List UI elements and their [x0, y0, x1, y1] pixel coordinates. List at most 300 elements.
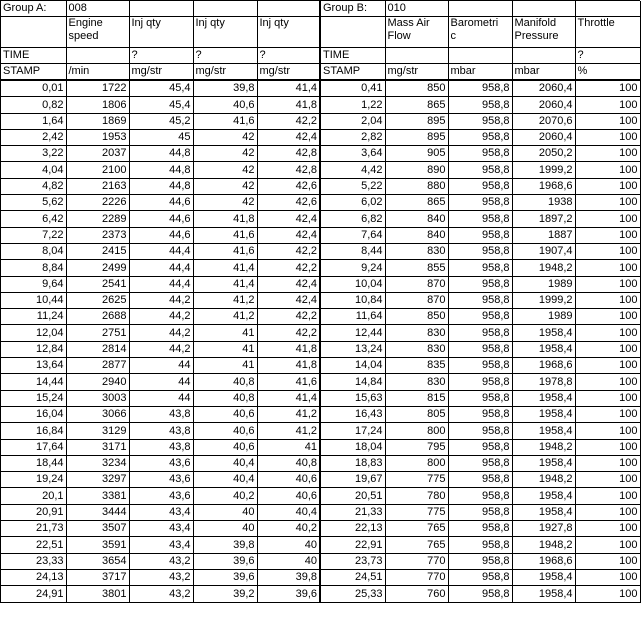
data-cell[interactable]: 44: [129, 358, 193, 374]
data-cell[interactable]: 870: [385, 292, 448, 308]
data-cell[interactable]: 43,2: [129, 586, 193, 602]
data-cell[interactable]: 22,13: [320, 521, 385, 537]
data-cell[interactable]: 43,4: [129, 521, 193, 537]
data-cell[interactable]: 10,44: [1, 292, 66, 308]
data-cell[interactable]: 958,8: [448, 455, 512, 471]
data-cell[interactable]: 42: [193, 195, 257, 211]
data-cell[interactable]: 1958,4: [512, 390, 575, 406]
data-cell[interactable]: 40,8: [193, 374, 257, 390]
data-cell[interactable]: 41,6: [193, 243, 257, 259]
data-cell[interactable]: 1887: [512, 227, 575, 243]
data-cell[interactable]: 42,4: [257, 227, 320, 243]
data-cell[interactable]: 3,64: [320, 146, 385, 162]
data-cell[interactable]: 16,04: [1, 406, 66, 422]
data-cell[interactable]: 100: [575, 195, 640, 211]
data-cell[interactable]: 850: [385, 80, 448, 97]
data-cell[interactable]: 1958,4: [512, 569, 575, 585]
data-cell[interactable]: 44,8: [129, 178, 193, 194]
data-cell[interactable]: 2100: [66, 162, 129, 178]
data-cell[interactable]: 1968,6: [512, 358, 575, 374]
data-cell[interactable]: 43,8: [129, 406, 193, 422]
data-cell[interactable]: 43,8: [129, 439, 193, 455]
data-cell[interactable]: 42,6: [257, 195, 320, 211]
data-cell[interactable]: 100: [575, 97, 640, 113]
data-cell[interactable]: 958,8: [448, 113, 512, 129]
data-cell[interactable]: 41,2: [257, 406, 320, 422]
data-cell[interactable]: 42,4: [257, 292, 320, 308]
data-cell[interactable]: 100: [575, 455, 640, 471]
data-cell[interactable]: 100: [575, 80, 640, 97]
data-cell[interactable]: 850: [385, 309, 448, 325]
data-cell[interactable]: 45,4: [129, 80, 193, 97]
data-cell[interactable]: 958,8: [448, 129, 512, 145]
data-cell[interactable]: 41,2: [257, 423, 320, 439]
data-cell[interactable]: 0,41: [320, 80, 385, 97]
data-cell[interactable]: 100: [575, 178, 640, 194]
data-cell[interactable]: 905: [385, 146, 448, 162]
data-cell[interactable]: 44,4: [129, 276, 193, 292]
data-cell[interactable]: 1806: [66, 97, 129, 113]
data-cell[interactable]: 45,4: [129, 97, 193, 113]
data-cell[interactable]: 41,8: [193, 211, 257, 227]
data-cell[interactable]: 1869: [66, 113, 129, 129]
data-cell[interactable]: 44,2: [129, 309, 193, 325]
data-cell[interactable]: 100: [575, 146, 640, 162]
data-cell[interactable]: 43,6: [129, 455, 193, 471]
data-cell[interactable]: 1989: [512, 309, 575, 325]
data-cell[interactable]: 958,8: [448, 80, 512, 97]
data-cell[interactable]: 4,04: [1, 162, 66, 178]
data-cell[interactable]: 42: [193, 178, 257, 194]
data-cell[interactable]: 958,8: [448, 358, 512, 374]
data-cell[interactable]: 3066: [66, 406, 129, 422]
data-cell[interactable]: 865: [385, 195, 448, 211]
data-cell[interactable]: 958,8: [448, 162, 512, 178]
data-cell[interactable]: 39,8: [193, 80, 257, 97]
data-cell[interactable]: 100: [575, 292, 640, 308]
data-cell[interactable]: 42: [193, 162, 257, 178]
data-cell[interactable]: 958,8: [448, 227, 512, 243]
data-cell[interactable]: 10,84: [320, 292, 385, 308]
data-cell[interactable]: 22,51: [1, 537, 66, 553]
data-cell[interactable]: 958,8: [448, 390, 512, 406]
data-cell[interactable]: 19,67: [320, 472, 385, 488]
data-cell[interactable]: 40,8: [193, 390, 257, 406]
data-cell[interactable]: 958,8: [448, 423, 512, 439]
data-cell[interactable]: 2037: [66, 146, 129, 162]
data-cell[interactable]: 2060,4: [512, 97, 575, 113]
data-cell[interactable]: 41,4: [193, 276, 257, 292]
data-cell[interactable]: 958,8: [448, 586, 512, 602]
data-cell[interactable]: 42,8: [257, 162, 320, 178]
data-cell[interactable]: 1927,8: [512, 521, 575, 537]
data-cell[interactable]: 40: [193, 521, 257, 537]
data-cell[interactable]: 890: [385, 162, 448, 178]
data-cell[interactable]: 958,8: [448, 504, 512, 520]
data-cell[interactable]: 958,8: [448, 406, 512, 422]
data-cell[interactable]: 43,2: [129, 553, 193, 569]
data-cell[interactable]: 5,22: [320, 178, 385, 194]
data-cell[interactable]: 2751: [66, 325, 129, 341]
data-cell[interactable]: 2,42: [1, 129, 66, 145]
data-cell[interactable]: 1722: [66, 80, 129, 97]
data-cell[interactable]: 795: [385, 439, 448, 455]
data-cell[interactable]: 41,6: [193, 227, 257, 243]
data-cell[interactable]: 20,91: [1, 504, 66, 520]
data-cell[interactable]: 100: [575, 374, 640, 390]
data-cell[interactable]: 2289: [66, 211, 129, 227]
data-cell[interactable]: 958,8: [448, 276, 512, 292]
data-cell[interactable]: 15,63: [320, 390, 385, 406]
data-cell[interactable]: 1958,4: [512, 586, 575, 602]
data-cell[interactable]: 100: [575, 211, 640, 227]
data-cell[interactable]: 43,6: [129, 488, 193, 504]
data-cell[interactable]: 44,8: [129, 146, 193, 162]
data-cell[interactable]: 20,1: [1, 488, 66, 504]
data-cell[interactable]: 100: [575, 439, 640, 455]
data-cell[interactable]: 2625: [66, 292, 129, 308]
data-cell[interactable]: 3381: [66, 488, 129, 504]
data-cell[interactable]: 39,8: [257, 569, 320, 585]
data-cell[interactable]: 2070,6: [512, 113, 575, 129]
data-cell[interactable]: 3129: [66, 423, 129, 439]
data-cell[interactable]: 2541: [66, 276, 129, 292]
data-cell[interactable]: 765: [385, 537, 448, 553]
data-cell[interactable]: 40,6: [193, 97, 257, 113]
data-cell[interactable]: 40,6: [257, 488, 320, 504]
data-cell[interactable]: 11,24: [1, 309, 66, 325]
data-cell[interactable]: 1958,4: [512, 504, 575, 520]
data-cell[interactable]: 1958,4: [512, 423, 575, 439]
data-cell[interactable]: 770: [385, 569, 448, 585]
data-cell[interactable]: 958,8: [448, 325, 512, 341]
data-cell[interactable]: 958,8: [448, 97, 512, 113]
data-cell[interactable]: 958,8: [448, 553, 512, 569]
data-cell[interactable]: 39,6: [193, 569, 257, 585]
data-cell[interactable]: 6,42: [1, 211, 66, 227]
data-cell[interactable]: 41,4: [257, 80, 320, 97]
data-cell[interactable]: 11,64: [320, 309, 385, 325]
data-cell[interactable]: 12,04: [1, 325, 66, 341]
data-cell[interactable]: 865: [385, 97, 448, 113]
data-cell[interactable]: 44: [129, 390, 193, 406]
data-cell[interactable]: 17,24: [320, 423, 385, 439]
data-cell[interactable]: 830: [385, 341, 448, 357]
data-cell[interactable]: 840: [385, 227, 448, 243]
data-cell[interactable]: 1953: [66, 129, 129, 145]
data-cell[interactable]: 8,84: [1, 260, 66, 276]
data-cell[interactable]: 100: [575, 162, 640, 178]
data-cell[interactable]: 830: [385, 325, 448, 341]
data-cell[interactable]: 41,4: [193, 260, 257, 276]
data-cell[interactable]: 1948,2: [512, 260, 575, 276]
data-cell[interactable]: 805: [385, 406, 448, 422]
data-cell[interactable]: 3,22: [1, 146, 66, 162]
data-cell[interactable]: 100: [575, 553, 640, 569]
data-cell[interactable]: 100: [575, 276, 640, 292]
data-cell[interactable]: 3801: [66, 586, 129, 602]
data-cell[interactable]: 855: [385, 260, 448, 276]
data-cell[interactable]: 42,2: [257, 309, 320, 325]
data-cell[interactable]: 25,33: [320, 586, 385, 602]
data-cell[interactable]: 8,04: [1, 243, 66, 259]
data-cell[interactable]: 39,6: [193, 553, 257, 569]
data-cell[interactable]: 14,04: [320, 358, 385, 374]
data-cell[interactable]: 6,82: [320, 211, 385, 227]
data-cell[interactable]: 1999,2: [512, 162, 575, 178]
data-cell[interactable]: 775: [385, 504, 448, 520]
data-cell[interactable]: 43,6: [129, 472, 193, 488]
data-cell[interactable]: 830: [385, 374, 448, 390]
data-cell[interactable]: 1958,4: [512, 325, 575, 341]
data-cell[interactable]: 2163: [66, 178, 129, 194]
data-cell[interactable]: 958,8: [448, 374, 512, 390]
data-cell[interactable]: 760: [385, 586, 448, 602]
data-cell[interactable]: 100: [575, 243, 640, 259]
data-cell[interactable]: 42,8: [257, 146, 320, 162]
data-cell[interactable]: 19,24: [1, 472, 66, 488]
data-cell[interactable]: 41,4: [257, 390, 320, 406]
data-cell[interactable]: 42: [193, 146, 257, 162]
data-cell[interactable]: 44,6: [129, 227, 193, 243]
data-cell[interactable]: 40,2: [257, 521, 320, 537]
data-cell[interactable]: 4,42: [320, 162, 385, 178]
data-cell[interactable]: 14,84: [320, 374, 385, 390]
data-cell[interactable]: 24,91: [1, 586, 66, 602]
data-cell[interactable]: 2877: [66, 358, 129, 374]
data-cell[interactable]: 40,6: [193, 423, 257, 439]
data-cell[interactable]: 958,8: [448, 195, 512, 211]
data-cell[interactable]: 100: [575, 472, 640, 488]
data-cell[interactable]: 10,04: [320, 276, 385, 292]
data-cell[interactable]: 958,8: [448, 178, 512, 194]
data-cell[interactable]: 800: [385, 455, 448, 471]
data-cell[interactable]: 895: [385, 113, 448, 129]
data-cell[interactable]: 3297: [66, 472, 129, 488]
data-cell[interactable]: 9,64: [1, 276, 66, 292]
data-cell[interactable]: 41: [193, 341, 257, 357]
data-cell[interactable]: 100: [575, 488, 640, 504]
data-cell[interactable]: 42,2: [257, 113, 320, 129]
data-cell[interactable]: 45,2: [129, 113, 193, 129]
data-cell[interactable]: 2814: [66, 341, 129, 357]
data-cell[interactable]: 9,24: [320, 260, 385, 276]
data-cell[interactable]: 3507: [66, 521, 129, 537]
data-cell[interactable]: 40,6: [257, 472, 320, 488]
data-cell[interactable]: 40,6: [193, 406, 257, 422]
data-cell[interactable]: 12,44: [320, 325, 385, 341]
data-cell[interactable]: 23,33: [1, 553, 66, 569]
data-cell[interactable]: 1968,6: [512, 553, 575, 569]
data-cell[interactable]: 870: [385, 276, 448, 292]
data-cell[interactable]: 830: [385, 243, 448, 259]
data-cell[interactable]: 1989: [512, 276, 575, 292]
data-cell[interactable]: 24,13: [1, 569, 66, 585]
data-cell[interactable]: 42: [193, 129, 257, 145]
data-cell[interactable]: 895: [385, 129, 448, 145]
data-cell[interactable]: 40,4: [193, 472, 257, 488]
data-cell[interactable]: 2060,4: [512, 129, 575, 145]
data-cell[interactable]: 40: [193, 504, 257, 520]
data-cell[interactable]: 100: [575, 586, 640, 602]
data-cell[interactable]: 24,51: [320, 569, 385, 585]
data-cell[interactable]: 43,4: [129, 537, 193, 553]
data-cell[interactable]: 2373: [66, 227, 129, 243]
data-cell[interactable]: 958,8: [448, 472, 512, 488]
data-cell[interactable]: 7,64: [320, 227, 385, 243]
data-cell[interactable]: 1948,2: [512, 472, 575, 488]
data-cell[interactable]: 100: [575, 341, 640, 357]
data-cell[interactable]: 7,22: [1, 227, 66, 243]
data-cell[interactable]: 100: [575, 129, 640, 145]
data-cell[interactable]: 0,82: [1, 97, 66, 113]
data-cell[interactable]: 2050,2: [512, 146, 575, 162]
data-cell[interactable]: 43,8: [129, 423, 193, 439]
data-cell[interactable]: 1958,4: [512, 488, 575, 504]
data-cell[interactable]: 958,8: [448, 439, 512, 455]
data-cell[interactable]: 958,8: [448, 537, 512, 553]
data-cell[interactable]: 100: [575, 390, 640, 406]
data-cell[interactable]: 958,8: [448, 211, 512, 227]
data-cell[interactable]: 39,2: [193, 586, 257, 602]
data-cell[interactable]: 12,84: [1, 341, 66, 357]
data-cell[interactable]: 100: [575, 569, 640, 585]
data-cell[interactable]: 100: [575, 260, 640, 276]
data-cell[interactable]: 41: [257, 439, 320, 455]
data-cell[interactable]: 958,8: [448, 243, 512, 259]
data-cell[interactable]: 958,8: [448, 569, 512, 585]
data-cell[interactable]: 100: [575, 537, 640, 553]
data-cell[interactable]: 40,4: [193, 455, 257, 471]
data-cell[interactable]: 41,2: [193, 309, 257, 325]
data-cell[interactable]: 958,8: [448, 521, 512, 537]
data-cell[interactable]: 40,8: [257, 455, 320, 471]
data-cell[interactable]: 41,8: [257, 97, 320, 113]
data-cell[interactable]: 100: [575, 325, 640, 341]
data-cell[interactable]: 100: [575, 423, 640, 439]
data-cell[interactable]: 44,6: [129, 195, 193, 211]
data-cell[interactable]: 40: [257, 537, 320, 553]
data-cell[interactable]: 17,64: [1, 439, 66, 455]
data-cell[interactable]: 958,8: [448, 292, 512, 308]
data-cell[interactable]: 44,8: [129, 162, 193, 178]
data-cell[interactable]: 3003: [66, 390, 129, 406]
data-cell[interactable]: 39,8: [193, 537, 257, 553]
data-cell[interactable]: 5,62: [1, 195, 66, 211]
data-cell[interactable]: 40,4: [257, 504, 320, 520]
data-cell[interactable]: 42,2: [257, 243, 320, 259]
data-cell[interactable]: 1897,2: [512, 211, 575, 227]
data-cell[interactable]: 100: [575, 521, 640, 537]
data-cell[interactable]: 42,2: [257, 260, 320, 276]
data-cell[interactable]: 1958,4: [512, 455, 575, 471]
data-cell[interactable]: 44,2: [129, 325, 193, 341]
data-cell[interactable]: 840: [385, 211, 448, 227]
data-cell[interactable]: 1948,2: [512, 439, 575, 455]
data-cell[interactable]: 43,2: [129, 569, 193, 585]
data-cell[interactable]: 16,84: [1, 423, 66, 439]
data-cell[interactable]: 42,4: [257, 276, 320, 292]
data-cell[interactable]: 3654: [66, 553, 129, 569]
data-cell[interactable]: 40,2: [193, 488, 257, 504]
data-cell[interactable]: 3591: [66, 537, 129, 553]
data-cell[interactable]: 21,73: [1, 521, 66, 537]
data-cell[interactable]: 835: [385, 358, 448, 374]
data-cell[interactable]: 16,43: [320, 406, 385, 422]
data-cell[interactable]: 3234: [66, 455, 129, 471]
data-cell[interactable]: 1978,8: [512, 374, 575, 390]
data-cell[interactable]: 3171: [66, 439, 129, 455]
data-cell[interactable]: 41,6: [193, 113, 257, 129]
data-cell[interactable]: 3717: [66, 569, 129, 585]
data-cell[interactable]: 100: [575, 309, 640, 325]
data-cell[interactable]: 39,6: [257, 586, 320, 602]
data-cell[interactable]: 21,33: [320, 504, 385, 520]
data-cell[interactable]: 1948,2: [512, 537, 575, 553]
data-cell[interactable]: 44,4: [129, 243, 193, 259]
data-cell[interactable]: 2940: [66, 374, 129, 390]
data-cell[interactable]: 100: [575, 504, 640, 520]
data-cell[interactable]: 1938: [512, 195, 575, 211]
data-cell[interactable]: 2415: [66, 243, 129, 259]
data-cell[interactable]: 1968,6: [512, 178, 575, 194]
data-cell[interactable]: 2688: [66, 309, 129, 325]
data-cell[interactable]: 42,4: [257, 129, 320, 145]
data-cell[interactable]: 958,8: [448, 309, 512, 325]
data-cell[interactable]: 41,6: [257, 374, 320, 390]
data-cell[interactable]: 958,8: [448, 488, 512, 504]
data-cell[interactable]: 41: [193, 358, 257, 374]
data-cell[interactable]: 42,4: [257, 211, 320, 227]
data-cell[interactable]: 41,2: [193, 292, 257, 308]
data-cell[interactable]: 14,44: [1, 374, 66, 390]
data-cell[interactable]: 20,51: [320, 488, 385, 504]
data-cell[interactable]: 0,01: [1, 80, 66, 97]
data-cell[interactable]: 8,44: [320, 243, 385, 259]
data-cell[interactable]: 13,64: [1, 358, 66, 374]
data-cell[interactable]: 41: [193, 325, 257, 341]
data-cell[interactable]: 958,8: [448, 260, 512, 276]
data-cell[interactable]: 100: [575, 358, 640, 374]
data-cell[interactable]: 770: [385, 553, 448, 569]
data-cell[interactable]: 800: [385, 423, 448, 439]
data-cell[interactable]: 2060,4: [512, 80, 575, 97]
data-cell[interactable]: 100: [575, 113, 640, 129]
data-cell[interactable]: 2,82: [320, 129, 385, 145]
data-cell[interactable]: 15,24: [1, 390, 66, 406]
data-cell[interactable]: 2499: [66, 260, 129, 276]
data-cell[interactable]: 1958,4: [512, 341, 575, 357]
data-cell[interactable]: 41,8: [257, 341, 320, 357]
data-cell[interactable]: 1,22: [320, 97, 385, 113]
data-cell[interactable]: 3444: [66, 504, 129, 520]
data-cell[interactable]: 880: [385, 178, 448, 194]
data-cell[interactable]: 775: [385, 472, 448, 488]
data-cell[interactable]: 40,6: [193, 439, 257, 455]
data-cell[interactable]: 41,8: [257, 358, 320, 374]
data-cell[interactable]: 958,8: [448, 341, 512, 357]
data-cell[interactable]: 6,02: [320, 195, 385, 211]
data-cell[interactable]: 23,73: [320, 553, 385, 569]
data-cell[interactable]: 765: [385, 521, 448, 537]
data-cell[interactable]: 100: [575, 227, 640, 243]
data-cell[interactable]: 2226: [66, 195, 129, 211]
data-cell[interactable]: 22,91: [320, 537, 385, 553]
data-cell[interactable]: 1907,4: [512, 243, 575, 259]
data-cell[interactable]: 44,2: [129, 341, 193, 357]
data-cell[interactable]: 958,8: [448, 146, 512, 162]
data-cell[interactable]: 44,4: [129, 260, 193, 276]
